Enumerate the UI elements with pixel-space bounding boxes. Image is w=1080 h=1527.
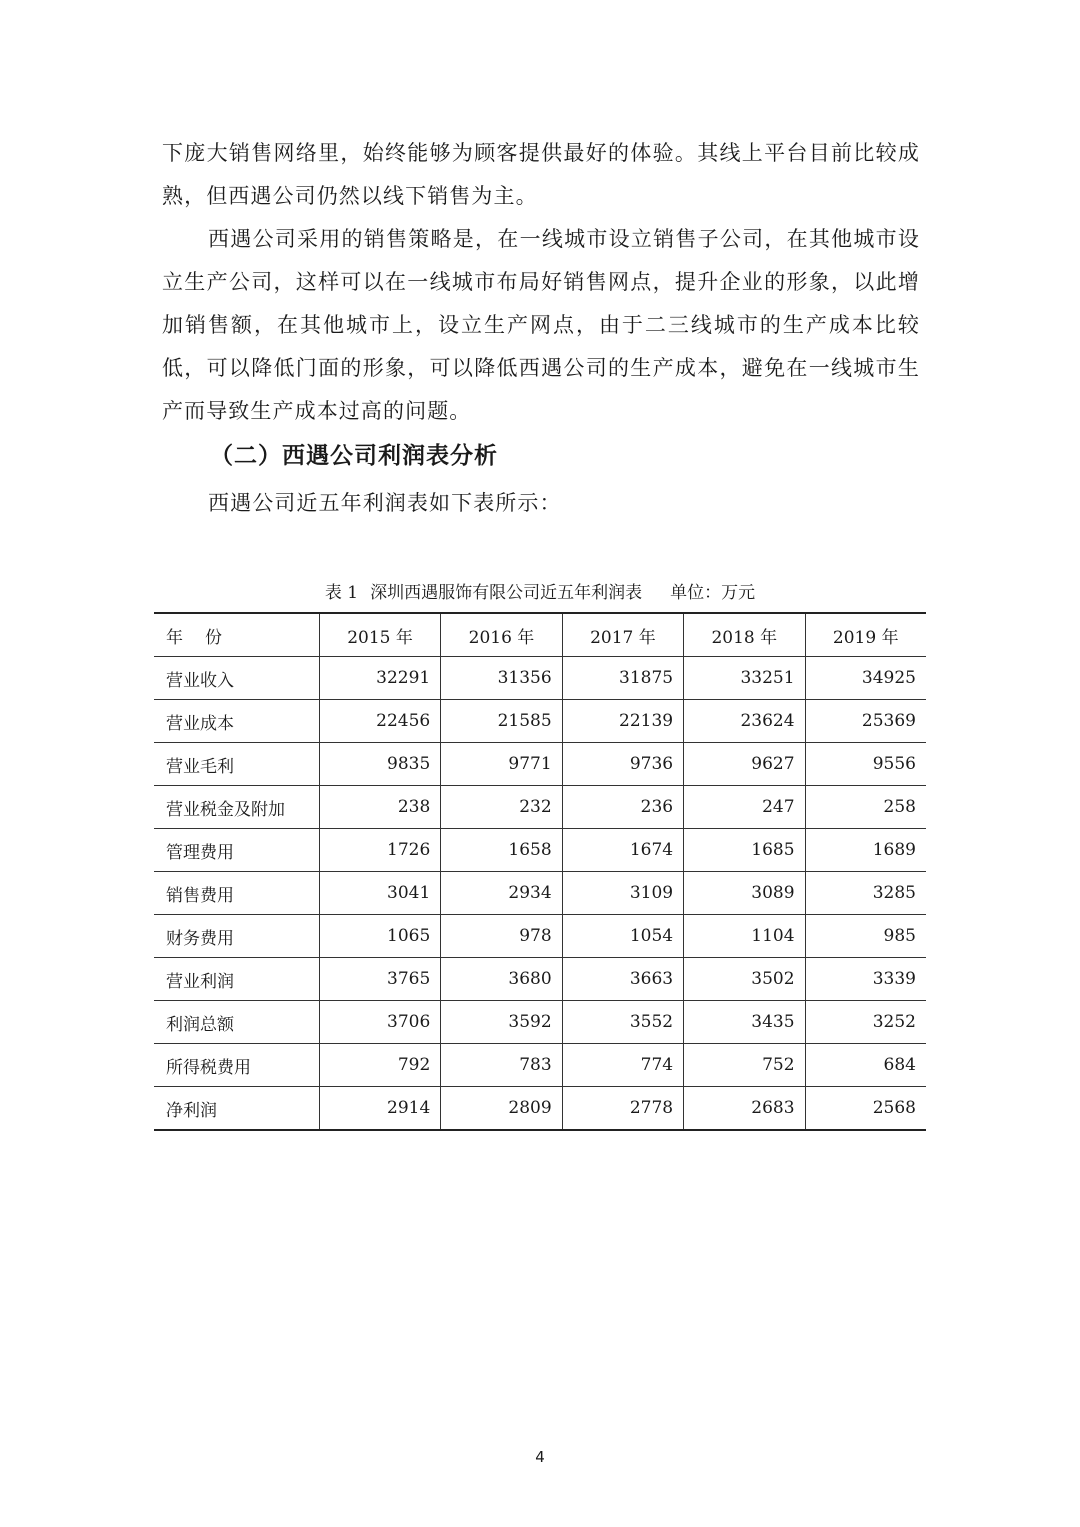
value-cell: 3041 <box>319 872 440 915</box>
header-cell: 2016 年 <box>441 613 562 657</box>
value-cell: 792 <box>319 1044 440 1087</box>
value-cell: 23624 <box>684 700 805 743</box>
row-label: 营业成本 <box>154 700 319 743</box>
value-cell: 3339 <box>805 958 926 1001</box>
value-cell: 3109 <box>562 872 683 915</box>
value-cell: 985 <box>805 915 926 958</box>
value-cell: 774 <box>562 1044 683 1087</box>
value-cell: 34925 <box>805 657 926 700</box>
row-label: 净利润 <box>154 1087 319 1131</box>
table-row <box>154 786 926 829</box>
value-cell: 3285 <box>805 872 926 915</box>
value-cell: 247 <box>684 786 805 829</box>
value-cell: 22456 <box>319 700 440 743</box>
value-cell: 31356 <box>441 657 562 700</box>
value-cell: 752 <box>684 1044 805 1087</box>
value-cell: 2778 <box>562 1087 683 1131</box>
value-cell: 2809 <box>441 1087 562 1131</box>
header-cell: 2015 年 <box>319 613 440 657</box>
value-cell: 25369 <box>805 700 926 743</box>
row-label: 管理费用 <box>154 829 319 872</box>
value-cell: 31875 <box>562 657 683 700</box>
body-paragraph: 下庞大销售网络里，始终能够为顾客提供最好的体验。其线上平台目前比较成熟，但西遇公司仍然以线下销售为主。 <box>162 141 920 208</box>
row-label: 所得税费用 <box>154 1044 319 1087</box>
row-label: 营业利润 <box>154 958 319 1001</box>
value-cell: 684 <box>805 1044 926 1087</box>
table-row <box>154 743 926 786</box>
table-row <box>154 700 926 743</box>
header-cell: 2017 年 <box>562 613 683 657</box>
value-cell: 3706 <box>319 1001 440 1044</box>
table-caption <box>0 578 1080 603</box>
table-row <box>154 872 926 915</box>
value-cell: 258 <box>805 786 926 829</box>
value-cell: 9627 <box>684 743 805 786</box>
value-cell: 232 <box>441 786 562 829</box>
value-cell: 3502 <box>684 958 805 1001</box>
income-statement-table <box>154 612 926 1131</box>
table-row <box>154 1044 926 1087</box>
row-label: 利润总额 <box>154 1001 319 1044</box>
table-row <box>154 958 926 1001</box>
value-cell: 1689 <box>805 829 926 872</box>
value-cell: 1726 <box>319 829 440 872</box>
value-cell: 238 <box>319 786 440 829</box>
table-row <box>154 1087 926 1131</box>
table-row <box>154 915 926 958</box>
row-label: 营业税金及附加 <box>154 786 319 829</box>
table-row <box>154 1001 926 1044</box>
table-intro: 西遇公司近五年利润表如下表所示： <box>208 491 562 515</box>
value-cell: 3252 <box>805 1001 926 1044</box>
value-cell: 1104 <box>684 915 805 958</box>
value-cell: 22139 <box>562 700 683 743</box>
table-caption-unit: 单位：万元 <box>670 583 756 603</box>
row-label: 销售费用 <box>154 872 319 915</box>
value-cell: 9736 <box>562 743 683 786</box>
value-cell: 2914 <box>319 1087 440 1131</box>
value-cell: 2934 <box>441 872 562 915</box>
value-cell: 21585 <box>441 700 562 743</box>
row-label: 财务费用 <box>154 915 319 958</box>
value-cell: 978 <box>441 915 562 958</box>
table-row <box>154 657 926 700</box>
value-cell: 3552 <box>562 1001 683 1044</box>
value-cell: 3680 <box>441 958 562 1001</box>
header-cell: 2019 年 <box>805 613 926 657</box>
value-cell: 236 <box>562 786 683 829</box>
value-cell: 3663 <box>562 958 683 1001</box>
value-cell: 2683 <box>684 1087 805 1131</box>
table-caption-label: 表 1 <box>324 583 359 603</box>
value-cell: 2568 <box>805 1087 926 1131</box>
value-cell: 32291 <box>319 657 440 700</box>
value-cell: 1054 <box>562 915 683 958</box>
value-cell: 3592 <box>441 1001 562 1044</box>
page-number: 4 <box>535 1448 545 1466</box>
value-cell: 9556 <box>805 743 926 786</box>
value-cell: 33251 <box>684 657 805 700</box>
value-cell: 3435 <box>684 1001 805 1044</box>
value-cell: 1685 <box>684 829 805 872</box>
header-cell: 年份 <box>154 613 319 657</box>
table-row <box>154 829 926 872</box>
body-paragraph: 西遇公司采用的销售策略是，在一线城市设立销售子公司，在其他城市设立生产公司，这样可以在一线城市布局好销售网点，提升企业的形象，以此增加销售额，在其他城市上，设立生产网点，由于二三线城市的生产成本比较低，可以降低门面的形象，可以降低西遇公司的生产成本，避免在一线城市生产而导致生产成本过高的问题。 <box>162 227 920 423</box>
value-cell: 1658 <box>441 829 562 872</box>
row-label: 营业毛利 <box>154 743 319 786</box>
table-header-row <box>154 613 926 657</box>
value-cell: 9771 <box>441 743 562 786</box>
value-cell: 1065 <box>319 915 440 958</box>
header-cell: 2018 年 <box>684 613 805 657</box>
section-heading: （二）西遇公司利润表分析 <box>210 443 498 469</box>
value-cell: 3765 <box>319 958 440 1001</box>
value-cell: 1674 <box>562 829 683 872</box>
row-label: 营业收入 <box>154 657 319 700</box>
value-cell: 783 <box>441 1044 562 1087</box>
value-cell: 3089 <box>684 872 805 915</box>
table-caption-title: 深圳西遇服饰有限公司近五年利润表 <box>370 583 643 603</box>
value-cell: 9835 <box>319 743 440 786</box>
